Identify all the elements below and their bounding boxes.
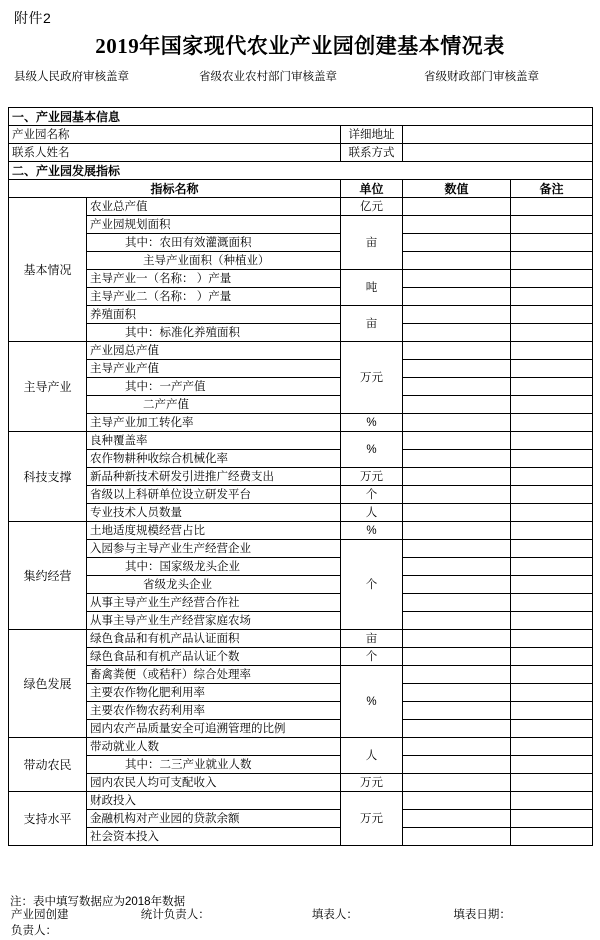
indicator-unit: 万元	[341, 342, 403, 414]
indicator-value[interactable]	[403, 414, 511, 432]
indicator-remark[interactable]	[511, 630, 593, 648]
indicator-name: 其中：国家级龙头企业	[87, 558, 341, 576]
table-row	[9, 540, 593, 558]
indicator-value[interactable]	[403, 792, 511, 810]
indicator-unit: 亿元	[341, 198, 403, 216]
indicator-name: 良种覆盖率	[87, 432, 341, 450]
indicator-name: 专业技术人员数量	[87, 504, 341, 522]
indicator-remark[interactable]	[511, 720, 593, 738]
table-row	[9, 378, 593, 396]
indicator-value[interactable]	[403, 306, 511, 324]
indicator-unit: 人	[341, 504, 403, 522]
indicator-remark[interactable]	[511, 486, 593, 504]
footer-blank-1	[138, 924, 309, 940]
indicator-name: 产业园总产值	[87, 342, 341, 360]
indicator-name: 带动就业人数	[87, 738, 341, 756]
indicator-unit: 吨	[341, 270, 403, 306]
table-row	[9, 144, 593, 162]
table-row	[9, 738, 593, 756]
indicator-unit: %	[341, 414, 403, 432]
indicator-name: 省级龙头企业	[87, 576, 341, 594]
indicator-value[interactable]	[403, 450, 511, 468]
indicator-value[interactable]	[403, 648, 511, 666]
indicator-name: 农业总产值	[87, 198, 341, 216]
indicator-value[interactable]	[403, 342, 511, 360]
indicator-value[interactable]	[403, 486, 511, 504]
footer-signature-table	[8, 908, 592, 940]
section-heading-row	[9, 162, 593, 180]
indicator-name: 入园参与主导产业生产经营企业	[87, 540, 341, 558]
indicator-name: 主导产业面积（种植业）	[87, 252, 341, 270]
indicator-value[interactable]	[403, 432, 511, 450]
indicator-remark[interactable]	[511, 738, 593, 756]
table-row	[9, 216, 593, 234]
indicator-category: 集约经营	[9, 522, 87, 630]
attachment-label: 附件2	[14, 10, 52, 26]
page-title: 2019年国家现代农业产业园创建基本情况表	[95, 34, 505, 58]
indicator-remark[interactable]	[511, 810, 593, 828]
table-row	[9, 612, 593, 630]
indicator-value[interactable]	[403, 540, 511, 558]
seal-provincial-finance: 省级财政部门审核盖章	[424, 71, 539, 83]
indicator-value[interactable]	[403, 720, 511, 738]
table-row	[9, 648, 593, 666]
field-label-address: 详细地址	[341, 126, 403, 144]
form-note: 注：表中填写数据应为2018年数据	[10, 896, 186, 908]
indicator-remark[interactable]	[511, 612, 593, 630]
indicator-name: 主导产业一（名称： ）产量	[87, 270, 341, 288]
table-row	[9, 756, 593, 774]
indicator-remark[interactable]	[511, 450, 593, 468]
column-header-unit: 单位	[341, 180, 403, 198]
table-row	[9, 522, 593, 540]
indicator-value[interactable]	[403, 828, 511, 846]
indicator-name: 从事主导产业生产经营家庭农场	[87, 612, 341, 630]
indicator-category: 基本情况	[9, 198, 87, 342]
table-row	[9, 288, 593, 306]
indicator-unit: 个	[341, 648, 403, 666]
indicator-name: 土地适度规模经营占比	[87, 522, 341, 540]
indicator-unit: 亩	[341, 216, 403, 270]
seal-county: 县级人民政府审核盖章	[14, 71, 129, 83]
indicator-value[interactable]	[403, 396, 511, 414]
table-row	[9, 270, 593, 288]
indicator-rows	[9, 198, 593, 846]
indicator-remark[interactable]	[511, 306, 593, 324]
indicator-remark[interactable]	[511, 774, 593, 792]
indicator-unit: %	[341, 432, 403, 468]
indicator-name: 其中：一产产值	[87, 378, 341, 396]
footer-blank-2	[309, 924, 451, 940]
indicator-category: 带动农民	[9, 738, 87, 792]
indicator-remark[interactable]	[511, 522, 593, 540]
footer-fill-date: 填表日期：	[453, 909, 511, 921]
indicator-value[interactable]	[403, 270, 511, 288]
indicator-name: 金融机构对产业园的贷款余额	[87, 810, 341, 828]
table-row	[9, 468, 593, 486]
field-value-contact-info[interactable]	[403, 144, 593, 162]
indicator-remark[interactable]	[511, 792, 593, 810]
indicator-name: 社会资本投入	[87, 828, 341, 846]
indicator-name: 主导产业二（名称： ）产量	[87, 288, 341, 306]
indicator-unit: 万元	[341, 468, 403, 486]
indicator-name: 主要农作物化肥利用率	[87, 684, 341, 702]
table-row	[9, 828, 593, 846]
field-label-park-name: 产业园名称	[9, 126, 341, 144]
indicator-name: 农作物耕种收综合机械化率	[87, 450, 341, 468]
indicator-category: 科技支撑	[9, 432, 87, 522]
indicator-name: 园内农民人均可支配收入	[87, 774, 341, 792]
indicator-unit: 万元	[341, 792, 403, 846]
indicator-unit: 个	[341, 540, 403, 630]
indicator-value[interactable]	[403, 504, 511, 522]
indicator-value[interactable]	[403, 252, 511, 270]
indicator-name: 其中：二三产业就业人数	[87, 756, 341, 774]
table-row	[9, 414, 593, 432]
section2-heading: 二、产业园发展指标	[9, 162, 593, 180]
field-value-address[interactable]	[403, 126, 593, 144]
indicator-remark[interactable]	[511, 648, 593, 666]
indicator-value[interactable]	[403, 378, 511, 396]
indicator-remark[interactable]	[511, 198, 593, 216]
table-row	[9, 126, 593, 144]
seal-row	[14, 68, 586, 84]
table-row	[9, 450, 593, 468]
table-row	[9, 504, 593, 522]
table-row	[9, 576, 593, 594]
table-row	[9, 720, 593, 738]
indicator-value[interactable]	[403, 774, 511, 792]
table-row	[9, 360, 593, 378]
indicator-name: 主要农作物农药利用率	[87, 702, 341, 720]
indicator-remark[interactable]	[511, 360, 593, 378]
table-row	[9, 702, 593, 720]
indicator-category: 主导产业	[9, 342, 87, 432]
indicator-value[interactable]	[403, 630, 511, 648]
table-row	[9, 594, 593, 612]
indicator-remark[interactable]	[511, 576, 593, 594]
footer-filler: 填表人：	[311, 909, 358, 921]
indicator-category: 支持水平	[9, 792, 87, 846]
seal-provincial-agriculture: 省级农业农村部门审核盖章	[199, 71, 337, 83]
indicator-remark[interactable]	[511, 324, 593, 342]
indicator-unit: 亩	[341, 306, 403, 342]
indicator-unit: 万元	[341, 774, 403, 792]
indicator-value[interactable]	[403, 594, 511, 612]
table-header-row	[9, 180, 593, 198]
column-header-remark: 备注	[511, 180, 593, 198]
indicator-name: 二产产值	[87, 396, 341, 414]
table-row	[9, 234, 593, 252]
indicator-value[interactable]	[403, 234, 511, 252]
indicator-remark[interactable]	[511, 594, 593, 612]
indicator-value[interactable]	[403, 558, 511, 576]
indicator-name: 绿色食品和有机产品认证个数	[87, 648, 341, 666]
indicator-value[interactable]	[403, 612, 511, 630]
indicator-name: 省级以上科研单位设立研发平台	[87, 486, 341, 504]
indicator-value[interactable]	[403, 198, 511, 216]
footer-leader-label-line2: 负责人：	[11, 925, 57, 937]
section1-heading: 一、产业园基本信息	[9, 108, 593, 126]
table-row	[9, 666, 593, 684]
table-row	[9, 630, 593, 648]
column-header-indicator: 指标名称	[9, 180, 341, 198]
indicator-remark[interactable]	[511, 414, 593, 432]
indicator-name: 主导产业产值	[87, 360, 341, 378]
indicator-name: 产业园规划面积	[87, 216, 341, 234]
indicator-value[interactable]	[403, 360, 511, 378]
indicator-value[interactable]	[403, 324, 511, 342]
indicator-name: 其中：标准化养殖面积	[87, 324, 341, 342]
indicator-name: 主导产业加工转化率	[87, 414, 341, 432]
indicator-remark[interactable]	[511, 234, 593, 252]
indicator-remark[interactable]	[511, 702, 593, 720]
indicator-value[interactable]	[403, 702, 511, 720]
indicator-value[interactable]	[403, 216, 511, 234]
table-row	[9, 396, 593, 414]
table-row	[9, 432, 593, 450]
table-row	[9, 342, 593, 360]
table-row	[9, 810, 593, 828]
indicator-name: 其中：农田有效灌溉面积	[87, 234, 341, 252]
indicator-remark[interactable]	[511, 540, 593, 558]
indicator-remark[interactable]	[511, 342, 593, 360]
table-row	[9, 774, 593, 792]
table-row	[9, 198, 593, 216]
main-form-table	[8, 107, 593, 846]
footer-blank-3	[450, 924, 592, 940]
indicator-value[interactable]	[403, 810, 511, 828]
indicator-name: 从事主导产业生产经营合作社	[87, 594, 341, 612]
indicator-name: 园内农产品质量安全可追溯管理的比例	[87, 720, 341, 738]
indicator-category: 绿色发展	[9, 630, 87, 738]
indicator-unit: 个	[341, 486, 403, 504]
indicator-remark[interactable]	[511, 684, 593, 702]
footer-row	[8, 908, 592, 924]
table-row	[9, 558, 593, 576]
field-label-contact-name: 联系人姓名	[9, 144, 341, 162]
indicator-value[interactable]	[403, 756, 511, 774]
indicator-remark[interactable]	[511, 558, 593, 576]
indicator-unit: 人	[341, 738, 403, 774]
indicator-value[interactable]	[403, 576, 511, 594]
indicator-value[interactable]	[403, 666, 511, 684]
indicator-remark[interactable]	[511, 216, 593, 234]
indicator-remark[interactable]	[511, 378, 593, 396]
indicator-value[interactable]	[403, 522, 511, 540]
indicator-unit: 亩	[341, 630, 403, 648]
indicator-remark[interactable]	[511, 432, 593, 450]
indicator-remark[interactable]	[511, 468, 593, 486]
indicator-remark[interactable]	[511, 270, 593, 288]
footer-leader-label-line1: 产业园创建	[11, 909, 69, 921]
indicator-remark[interactable]	[511, 504, 593, 522]
column-header-value: 数值	[403, 180, 511, 198]
indicator-remark[interactable]	[511, 828, 593, 846]
indicator-value[interactable]	[403, 684, 511, 702]
section-heading-row	[9, 108, 593, 126]
indicator-name: 新品种新技术研发引进推广经费支出	[87, 468, 341, 486]
footer-stat-leader: 统计负责人：	[140, 909, 210, 921]
indicator-unit: %	[341, 522, 403, 540]
indicator-remark[interactable]	[511, 666, 593, 684]
indicator-remark[interactable]	[511, 396, 593, 414]
table-row	[9, 324, 593, 342]
footer-row	[8, 924, 592, 940]
indicator-remark[interactable]	[511, 756, 593, 774]
indicator-value[interactable]	[403, 738, 511, 756]
table-row	[9, 684, 593, 702]
indicator-name: 财政投入	[87, 792, 341, 810]
table-row	[9, 252, 593, 270]
indicator-remark[interactable]	[511, 252, 593, 270]
indicator-unit: %	[341, 666, 403, 738]
table-row	[9, 792, 593, 810]
indicator-remark[interactable]	[511, 288, 593, 306]
indicator-name: 绿色食品和有机产品认证面积	[87, 630, 341, 648]
indicator-value[interactable]	[403, 288, 511, 306]
table-row	[9, 306, 593, 324]
indicator-name: 畜禽粪便（或秸秆）综合处理率	[87, 666, 341, 684]
indicator-value[interactable]	[403, 468, 511, 486]
table-row	[9, 486, 593, 504]
indicator-name: 养殖面积	[87, 306, 341, 324]
field-label-contact-info: 联系方式	[341, 144, 403, 162]
